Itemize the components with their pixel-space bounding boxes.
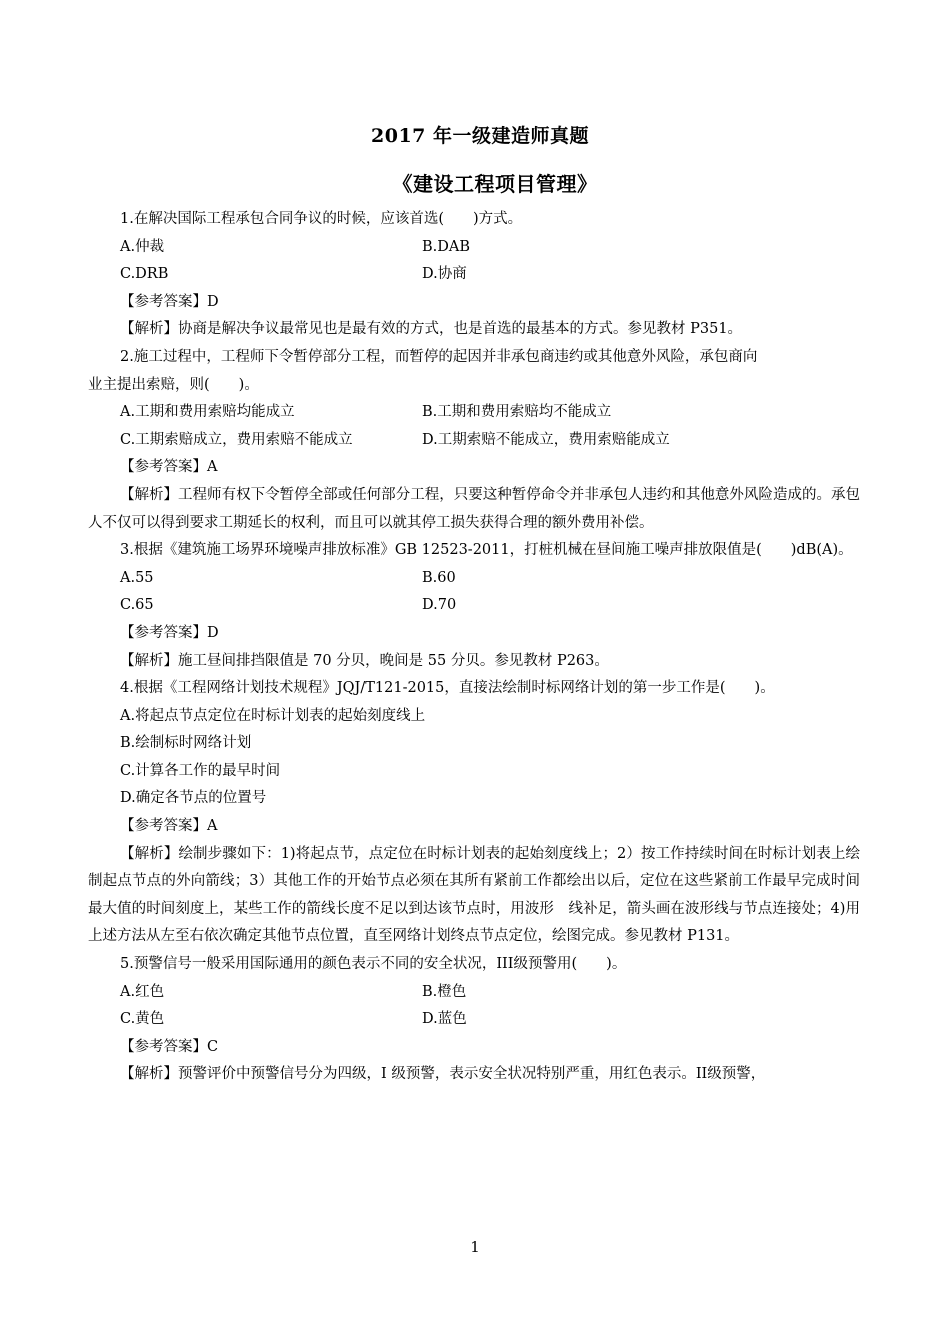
option-b: B.60	[422, 569, 456, 586]
option-d: D.协商	[422, 266, 467, 283]
option-b: B.绘制标时网络计划	[120, 735, 252, 752]
option-row	[88, 703, 860, 731]
answer-analysis: 【解析】预警评价中预警信号分为四级，I 级预警，表示安全状况特别严重，用红色表示。II级预警，	[120, 1066, 766, 1083]
question-stem: 5.预警信号一般采用国际通用的颜色表示不同的安全状况，III级预警用( )。	[120, 956, 627, 973]
document-subtitle: 《建设工程项目管理》	[392, 172, 598, 196]
reference-answer: 【参考答案】A	[120, 459, 218, 476]
option-row	[88, 592, 860, 620]
question-4	[88, 675, 860, 951]
answer-analysis: 【解析】协商是解决争议最常见也是最有效的方式，也是首选的最基本的方式。参见教材 P351。	[120, 321, 743, 338]
question-stem: 3.根据《建筑施工场界环境噪声排放标准》GB 12523-2011，打桩机械在昼间施工噪声排放限值是( )dB(A)。	[120, 542, 853, 559]
option-d: D.工期索赔不能成立，费用索赔能成立	[422, 431, 670, 448]
option-d: D.70	[422, 597, 457, 614]
option-a: A.红色	[120, 983, 165, 1000]
option-a: A.工期和费用索赔均能成立	[120, 404, 295, 421]
reference-answer: 【参考答案】D	[120, 624, 219, 641]
option-d: D.确定各节点的位置号	[120, 790, 267, 807]
question-stem: 4.根据《工程网络计划技术规程》JQJ/T121-2015，直接法绘制时标网络计划的第一步工作是( )。	[120, 680, 775, 697]
question-2	[88, 344, 860, 537]
option-row	[88, 565, 860, 593]
document-title: 2017 年一级建造师真题	[371, 125, 589, 147]
option-c: C.65	[120, 597, 154, 614]
reference-answer: 【参考答案】D	[120, 293, 219, 310]
option-a: A.仲裁	[120, 238, 165, 255]
document-body	[88, 206, 860, 1089]
reference-answer: 【参考答案】C	[120, 1038, 219, 1055]
option-c: C.工期索赔成立，费用索赔不能成立	[120, 431, 353, 448]
option-row	[88, 399, 860, 427]
question-stem: 1.在解决国际工程承包合同争议的时候，应该首选( )方式。	[120, 211, 523, 227]
option-b: B.橙色	[422, 983, 467, 1000]
option-row	[88, 261, 860, 289]
answer-analysis: 【解析】工程师有权下令暂停全部或任何部分工程，只要这种暂停命令并非承包人违约和其他意外风险造成的。承包人不仅可以得到要求工期延长的权利，而且可以就其停工损失获得合理的额外费用补偿。	[88, 486, 860, 531]
question-stem-continued: 业主提出索赔，则( )。	[88, 376, 259, 393]
option-a: A.将起点节点定位在时标计划表的起始刻度线上	[120, 707, 426, 724]
option-row	[88, 730, 860, 758]
option-b: B.工期和费用索赔均不能成立	[422, 404, 612, 421]
option-row	[88, 1006, 860, 1034]
option-row	[88, 785, 860, 813]
question-stem: 2.施工过程中，工程师下令暂停部分工程，而暂停的起因并非承包商违约或其他意外风险，承包商向	[120, 348, 758, 365]
option-row	[88, 427, 860, 455]
option-b: B.DAB	[422, 238, 471, 255]
option-c: C.DRB	[120, 266, 169, 283]
option-a: A.55	[120, 569, 154, 586]
option-c: C.黄色	[120, 1011, 165, 1028]
page-number: 1	[470, 1238, 480, 1256]
option-row	[88, 758, 860, 786]
question-5	[88, 951, 860, 1089]
option-c: C.计算各工作的最早时间	[120, 762, 281, 779]
answer-analysis: 【解析】绘制步骤如下：1)将起点节，点定位在时标计划表的起始刻度线上；2）按工作持续时间在时标计划表上绘制起点节点的外向箭线；3）其他工作的开始节点必须在其所有紧前工作都绘出以后，定位在这些紧前工作最早完成时间最大值的时间刻度上，某些工作的箭线长度不足以到达该节点时，用波形 线补足，箭头画在波形线与节点连接处；4)用上述方法从左至右依次确定其他节点位置，直至网络计划终点节点定位，绘图完成。参见教材 P131。	[88, 845, 860, 945]
answer-analysis: 【解析】施工昼间排挡限值是 70 分贝，晚间是 55 分贝。参见教材 P263。	[120, 652, 609, 669]
option-row	[88, 979, 860, 1007]
question-3	[88, 537, 860, 675]
option-row	[88, 234, 860, 262]
question-1	[88, 206, 860, 344]
option-d: D.蓝色	[422, 1011, 467, 1028]
reference-answer: 【参考答案】A	[120, 818, 218, 835]
